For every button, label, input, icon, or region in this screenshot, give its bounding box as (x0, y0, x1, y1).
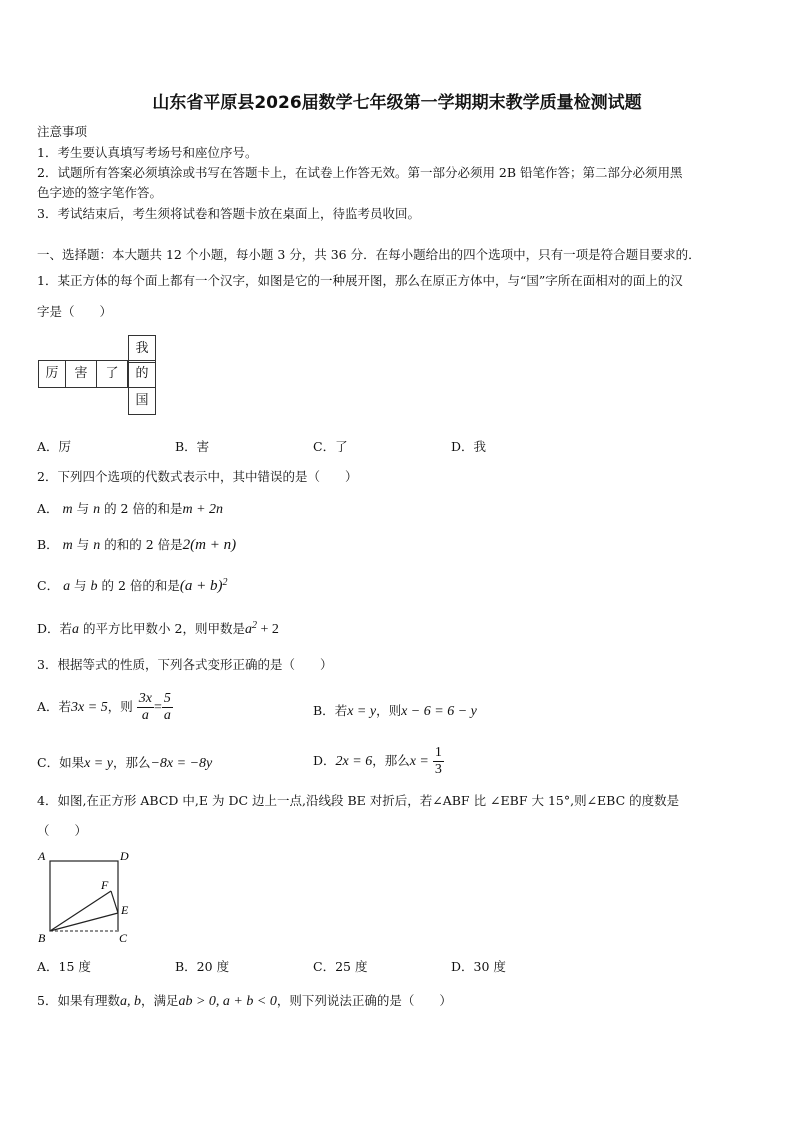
q4-option-d[interactable]: D．30 度 (451, 959, 506, 974)
math-expression: x = (409, 754, 429, 769)
math-expression: ab > 0, a + b < 0 (178, 994, 277, 1009)
math-expression: x = y (84, 756, 113, 771)
math-var: a (72, 622, 80, 637)
option-text: ，则 (107, 699, 133, 714)
math-var: a (63, 579, 71, 594)
option-label: A． (37, 501, 59, 516)
question-2-stem: 2．下列四个选项的代数式表示中，其中错误的是（ ） (37, 469, 358, 484)
math-expression: 3x = 5 (71, 700, 108, 715)
q5-text: ，则下列说法正确的是（ ） (276, 993, 452, 1008)
question-1-stem: 1．某正方体的每个面上都有一个汉字，如图是它的一种展开图，那么在原正方体中，与“国”字所在面相对的面上的汉 (37, 273, 683, 288)
option-text: 的 2 倍的和是 (97, 578, 180, 593)
option-label: B． (37, 537, 59, 552)
q4-option-a[interactable]: A．15 度 (37, 959, 91, 974)
math-expression: (a + b) (179, 578, 223, 594)
net-cell: 了 (97, 360, 128, 388)
q2-option-b[interactable] (37, 535, 236, 554)
notice-heading: 注意事项 (37, 124, 88, 139)
q2-option-c[interactable] (37, 576, 228, 595)
net-cell-bottom: 国 (128, 387, 156, 415)
option-text: 的平方比甲数小 2，则甲数是 (79, 621, 245, 636)
option-text: 的和的 2 倍是 (100, 537, 183, 552)
page-title: 山东省平原县2026届数学七年级第一学期期末教学质量检测试题 (152, 93, 642, 113)
equals-sign: = (153, 700, 162, 715)
math-expression: a, b (119, 994, 141, 1009)
question-1-stem-cont: 字是（ ） (37, 304, 113, 319)
q2-option-a[interactable] (37, 499, 223, 518)
net-cell: 害 (66, 360, 97, 388)
q3-option-a[interactable] (37, 691, 173, 724)
section-heading: 一、选择题：本大题共 12 个小题，每小题 3 分，共 36 分．在每小题给出的四个选项中，只有一项是符合题目要求的． (37, 247, 701, 262)
q1-option-b[interactable]: B．害 (175, 439, 210, 454)
option-text: 与 (70, 578, 91, 593)
question-4-stem: 4．如图,在正方形 ABCD 中,E 为 DC 边上一点,沿线段 BE 对折后，若∠ABF 比 ∠EBF 大 15°,则∠EBC 的度数是 (37, 793, 680, 808)
question-4-stem-cont: （ ） (37, 823, 88, 838)
option-text: 与 (72, 501, 94, 516)
math-expression: x − 6 = 6 − y (401, 704, 477, 719)
segment-fe (111, 891, 118, 913)
fraction: $\frac{5}{a}$ (163, 691, 171, 723)
label-f: F (101, 878, 109, 892)
option-text: 的 2 倍的和是 (100, 501, 183, 516)
q4-option-c[interactable]: C．25 度 (313, 959, 368, 974)
label-b: B (38, 931, 46, 945)
segment-bf (50, 891, 111, 931)
question-5-stem (37, 991, 452, 1010)
square-abcd (50, 861, 118, 931)
math-var: m (62, 538, 73, 553)
notice-item: 2．试题所有答案必须填涂或书写在答题卡上，在试卷上作答无效。第一部分必须用 2B 铅笔作答；第二部分必须用黑 (37, 165, 683, 180)
option-text: ，那么 (112, 755, 151, 770)
notice-item: 3．考试结束后，考生须将试卷和答题卡放在桌面上，待监考员收回。 (37, 206, 420, 221)
label-d: D (120, 849, 129, 863)
fraction: $\frac{1}{3}$ (434, 745, 442, 777)
option-text: 若 (59, 621, 73, 636)
math-expression: 2x = 6 (335, 754, 373, 769)
option-text: 如果 (59, 755, 85, 770)
math-var: m (62, 502, 73, 517)
math-expression: + 2 (256, 622, 279, 637)
q5-text: 5．如果有理数 (37, 993, 120, 1008)
option-text: 若 (334, 703, 348, 718)
math-exponent: 2 (222, 576, 228, 588)
notice-item: 色字迹的签字笔作答。 (37, 185, 163, 200)
option-text: ，则 (376, 703, 402, 718)
label-a: A (38, 849, 46, 863)
option-label: D． (313, 753, 336, 768)
q1-option-a[interactable]: A．厉 (37, 439, 72, 454)
label-e: E (121, 903, 129, 917)
q5-text: ，满足 (140, 993, 179, 1008)
fraction: $\frac{3x}{a}$ (138, 691, 152, 723)
option-label: D． (37, 621, 60, 636)
math-var: b (90, 579, 98, 594)
square-fold-figure (30, 845, 145, 945)
option-text: ，那么 (372, 753, 410, 768)
option-label: B． (313, 703, 335, 718)
q3-option-b[interactable] (313, 701, 477, 720)
math-var: n (93, 538, 101, 553)
option-text: 与 (72, 537, 94, 552)
net-cell-top: 我 (128, 335, 156, 363)
net-cell: 厉 (38, 360, 66, 388)
math-var: n (93, 502, 101, 517)
q1-option-c[interactable]: C．了 (313, 439, 348, 454)
option-label: C． (37, 755, 60, 770)
label-c: C (119, 931, 128, 945)
math-expression: x = y (347, 704, 377, 719)
math-expression: m + 2n (182, 502, 224, 517)
math-exponent: 2 (251, 619, 257, 631)
q4-option-b[interactable]: B．20 度 (175, 959, 230, 974)
q1-option-d[interactable]: D．我 (451, 439, 487, 454)
segment-be (50, 913, 118, 931)
option-label: C． (37, 578, 60, 593)
option-text: 若 (58, 699, 72, 714)
net-cell: 的 (128, 360, 156, 388)
math-expression: −8x = −8y (150, 756, 213, 771)
q3-option-d[interactable] (313, 745, 444, 778)
option-label: A． (37, 699, 59, 714)
question-3-stem: 3．根据等式的性质，下列各式变形正确的是（ ） (37, 657, 333, 672)
notice-item: 1．考生要认真填写考场号和座位序号。 (37, 145, 258, 160)
q2-option-d[interactable] (37, 619, 279, 638)
math-expression: 2(m + n) (182, 537, 237, 553)
math-expression: a (244, 622, 252, 637)
q3-option-c[interactable] (37, 753, 212, 772)
